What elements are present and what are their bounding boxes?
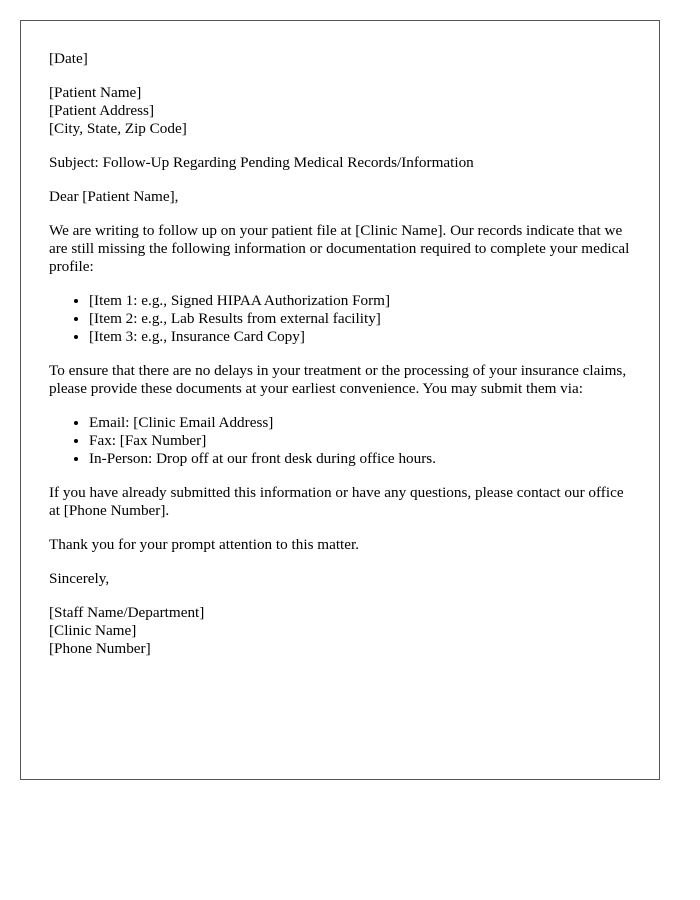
list-item: • [Item 3: e.g., Insurance Card Copy] [89, 328, 631, 346]
request-paragraph: To ensure that there are no delays in your treatment or the processing of your insurance claims, please provide these documents at your earliest convenience. You may submit them via: [49, 362, 627, 397]
list-item: • Email: [Clinic Email Address] [89, 414, 631, 432]
letter-page [20, 20, 660, 780]
intro-paragraph: We are writing to follow up on your patient file at [Clinic Name]. Our records indicate that we are still missing the following information or documentation required to complete your medical profile: [49, 222, 630, 275]
signature-block [49, 604, 631, 658]
letter-salutation: Dear [Patient Name], [49, 188, 179, 205]
thanks-paragraph: Thank you for your prompt attention to this matter. [49, 536, 360, 553]
list-item: • [Item 1: e.g., Signed HIPAA Authorization Form] [89, 292, 631, 310]
missing-items-list [49, 292, 631, 346]
recipient-name: [Patient Name] [49, 84, 142, 101]
signature-staff: [Staff Name/Department] [49, 604, 205, 621]
letter-closing: Sincerely, [49, 570, 110, 587]
letter-subject: Subject: Follow-Up Regarding Pending Medical Records/Information [49, 154, 474, 171]
letter-date: [Date] [49, 50, 88, 67]
contact-paragraph: If you have already submitted this information or have any questions, please contact our office at [Phone Number]. [49, 484, 624, 519]
list-item: • In-Person: Drop off at our front desk during office hours. [89, 450, 631, 468]
signature-phone: [Phone Number] [49, 640, 151, 657]
recipient-street-address: [Patient Address] [49, 102, 155, 119]
list-item: • Fax: [Fax Number] [89, 432, 631, 450]
list-item: • [Item 2: e.g., Lab Results from external facility] [89, 310, 631, 328]
recipient-address [49, 84, 631, 138]
recipient-city-state-zip: [City, State, Zip Code] [49, 120, 187, 137]
submission-methods-list [49, 414, 631, 468]
signature-clinic: [Clinic Name] [49, 622, 137, 639]
